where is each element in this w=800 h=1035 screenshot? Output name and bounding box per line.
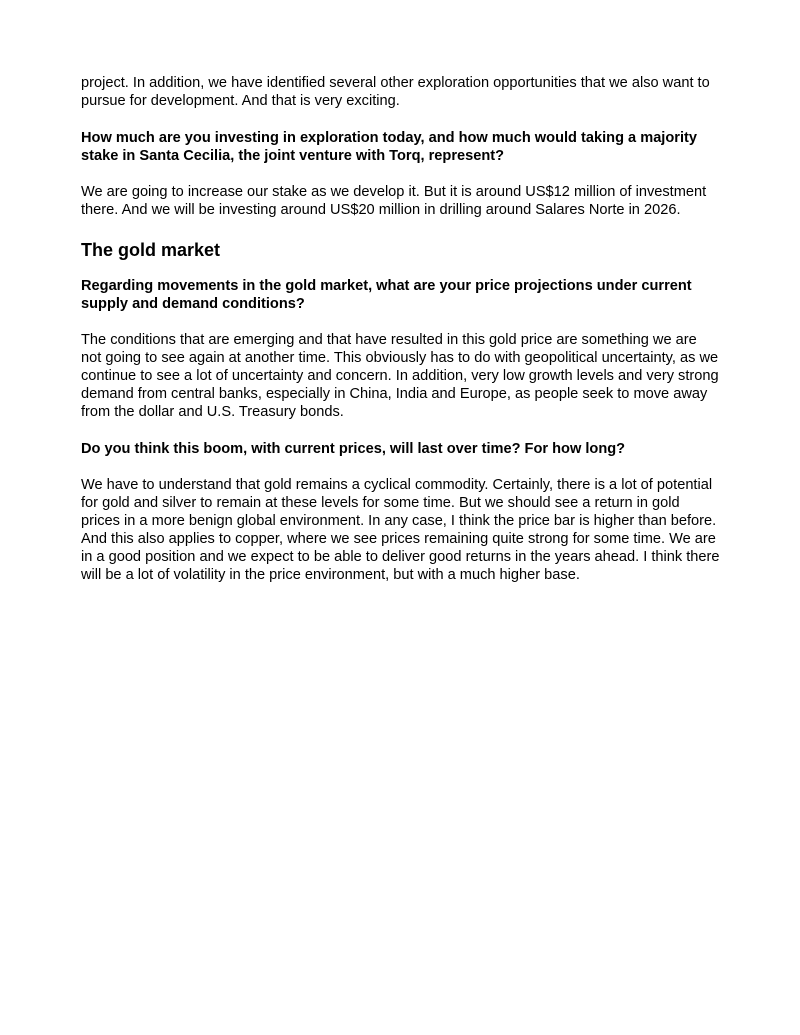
question-gold-price-projections: Regarding movements in the gold market, what are your price projections under current supply and demand conditions? bbox=[81, 278, 692, 312]
question-exploration-investment: How much are you investing in exploration today, and how much would taking a majority stake in Santa Cecilia, the joint venture with Torq, represent? bbox=[81, 130, 697, 164]
paragraph-exploration-opportunities: project. In addition, we have identified several other exploration opportunities that we also want to pursue for development. And that is very exciting. bbox=[81, 75, 710, 109]
paragraph-cyclical-commodity-answer: We have to understand that gold remains a cyclical commodity. Certainly, there is a lot of potential for gold and silver to remain at these levels for some time. But we should see a return in gold prices in a more benign global environment. In any case, I think the price bar is higher than before. And this also applies to copper, where we see prices remaining quite strong for some time. We are in a good position and we expect to be able to deliver good returns in the years ahead. I think there will be a lot of volatility in the price environment, but with a much higher base. bbox=[81, 477, 720, 583]
document-page bbox=[81, 74, 721, 584]
paragraph-investment-answer: We are going to increase our stake as we develop it. But it is around US$12 million of investment there. And we will be investing around US$20 million in drilling around Salares Norte in 2026. bbox=[81, 184, 707, 218]
section-heading-gold-market: The gold market bbox=[81, 240, 221, 260]
paragraph-gold-conditions-answer: The conditions that are emerging and that have resulted in this gold price are something we are not going to see again at another time. This obviously has to do with geopolitical uncertainty, as we continue to see a lot of uncertainty and concern. In addition, very low growth levels and very strong demand from central banks, especially in China, India and Europe, as people seek to move away from the dollar and U.S. Treasury bonds. bbox=[81, 332, 719, 420]
question-boom-duration: Do you think this boom, with current prices, will last over time? For how long? bbox=[81, 441, 626, 457]
